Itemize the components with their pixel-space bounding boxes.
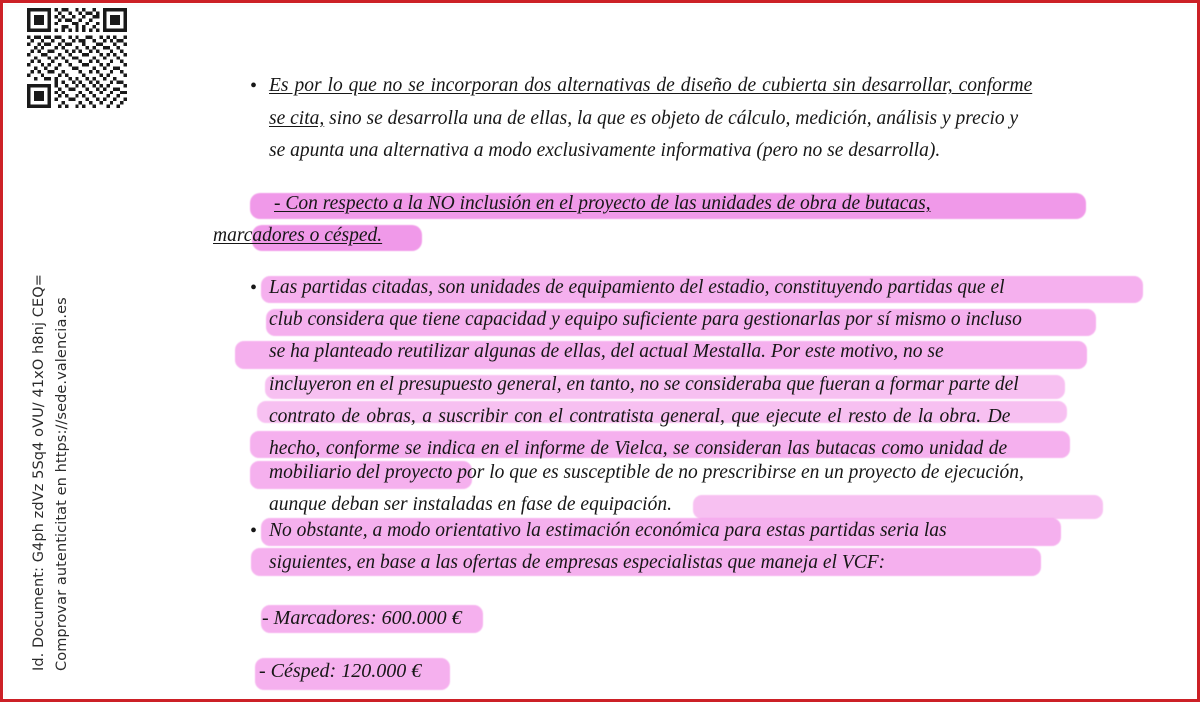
paragraph-3-line-5: contrato de obras, a suscribir con el contratista general, que ejecute el resto de la obra. De <box>269 406 1011 427</box>
paragraph-3-line-6: hecho, conforme se indica en el informe de Vielca, se consideran las butacas como unidad de <box>269 438 1008 459</box>
paragraph-3-line-4: incluyeron en el presupuesto general, en tanto, no se consideraba que fueran a formar parte del <box>269 374 1019 395</box>
paragraph-3-line-3: se ha planteado reutilizar algunas de ellas, del actual Mestalla. Por este motivo, no se <box>269 341 944 362</box>
bullet-icon: • <box>250 520 258 542</box>
paragraph-4-line-2: siguientes, en base a las ofertas de empresas especialistas que maneja el VCF: <box>269 552 886 573</box>
authenticity-stamp <box>31 0 95 671</box>
paragraph-3-line-7: mobiliario del proyecto por lo que es susceptible de no prescribirse en un proyecto de ejecución, <box>269 462 1024 483</box>
document-id-text: Id. Document: G4ph zdVz 5Sq4 oVU/ 41xO h8nj CEQ= <box>31 273 47 671</box>
paragraph-4-line-1: No obstante, a modo orientativo la estimación económica para estas partidas seria las <box>269 520 947 541</box>
highlight-mark <box>693 495 1103 519</box>
paragraph-2-line-2: marcadores o césped. <box>213 225 383 246</box>
paragraph-1-line-1: Es por lo que no se incorporan dos alternativas de diseño de cubierta sin desarrollar, conforme <box>269 75 1033 96</box>
paragraph-1-line-2 <box>269 108 1018 130</box>
paragraph-3-line-8: aunque deban ser instaladas en fase de equipación. <box>269 494 672 515</box>
paragraph-1-line-2-rest: sino se desarrolla una de ellas, la que es objeto de cálculo, medición, análisis y precio y <box>324 108 1019 129</box>
paragraph-3-line-1: Las partidas citadas, son unidades de equipamiento del estadio, constituyendo partidas que el <box>269 277 1005 298</box>
list-item-marcadores: - Marcadores: 600.000 € <box>262 607 462 629</box>
paragraph-2-line-1: - Con respecto a la NO inclusión en el proyecto de las unidades de obra de butacas, <box>274 193 931 214</box>
paragraph-1-line-2-underlined: se cita, <box>269 108 325 129</box>
paragraph-3-line-2: club considera que tiene capacidad y equipo suficiente para gestionarlas por sí mismo o incluso <box>269 309 1022 330</box>
bullet-icon: • <box>250 277 258 299</box>
paragraph-1-line-3: se apunta una alternativa a modo exclusivamente informativa (pero no se desarrolla). <box>269 140 941 161</box>
verification-url-text: Comprovar autenticitat en https://sede.valencia.es <box>53 297 70 671</box>
bullet-icon: • <box>250 75 258 97</box>
list-item-cesped: - Césped: 120.000 € <box>259 660 422 682</box>
